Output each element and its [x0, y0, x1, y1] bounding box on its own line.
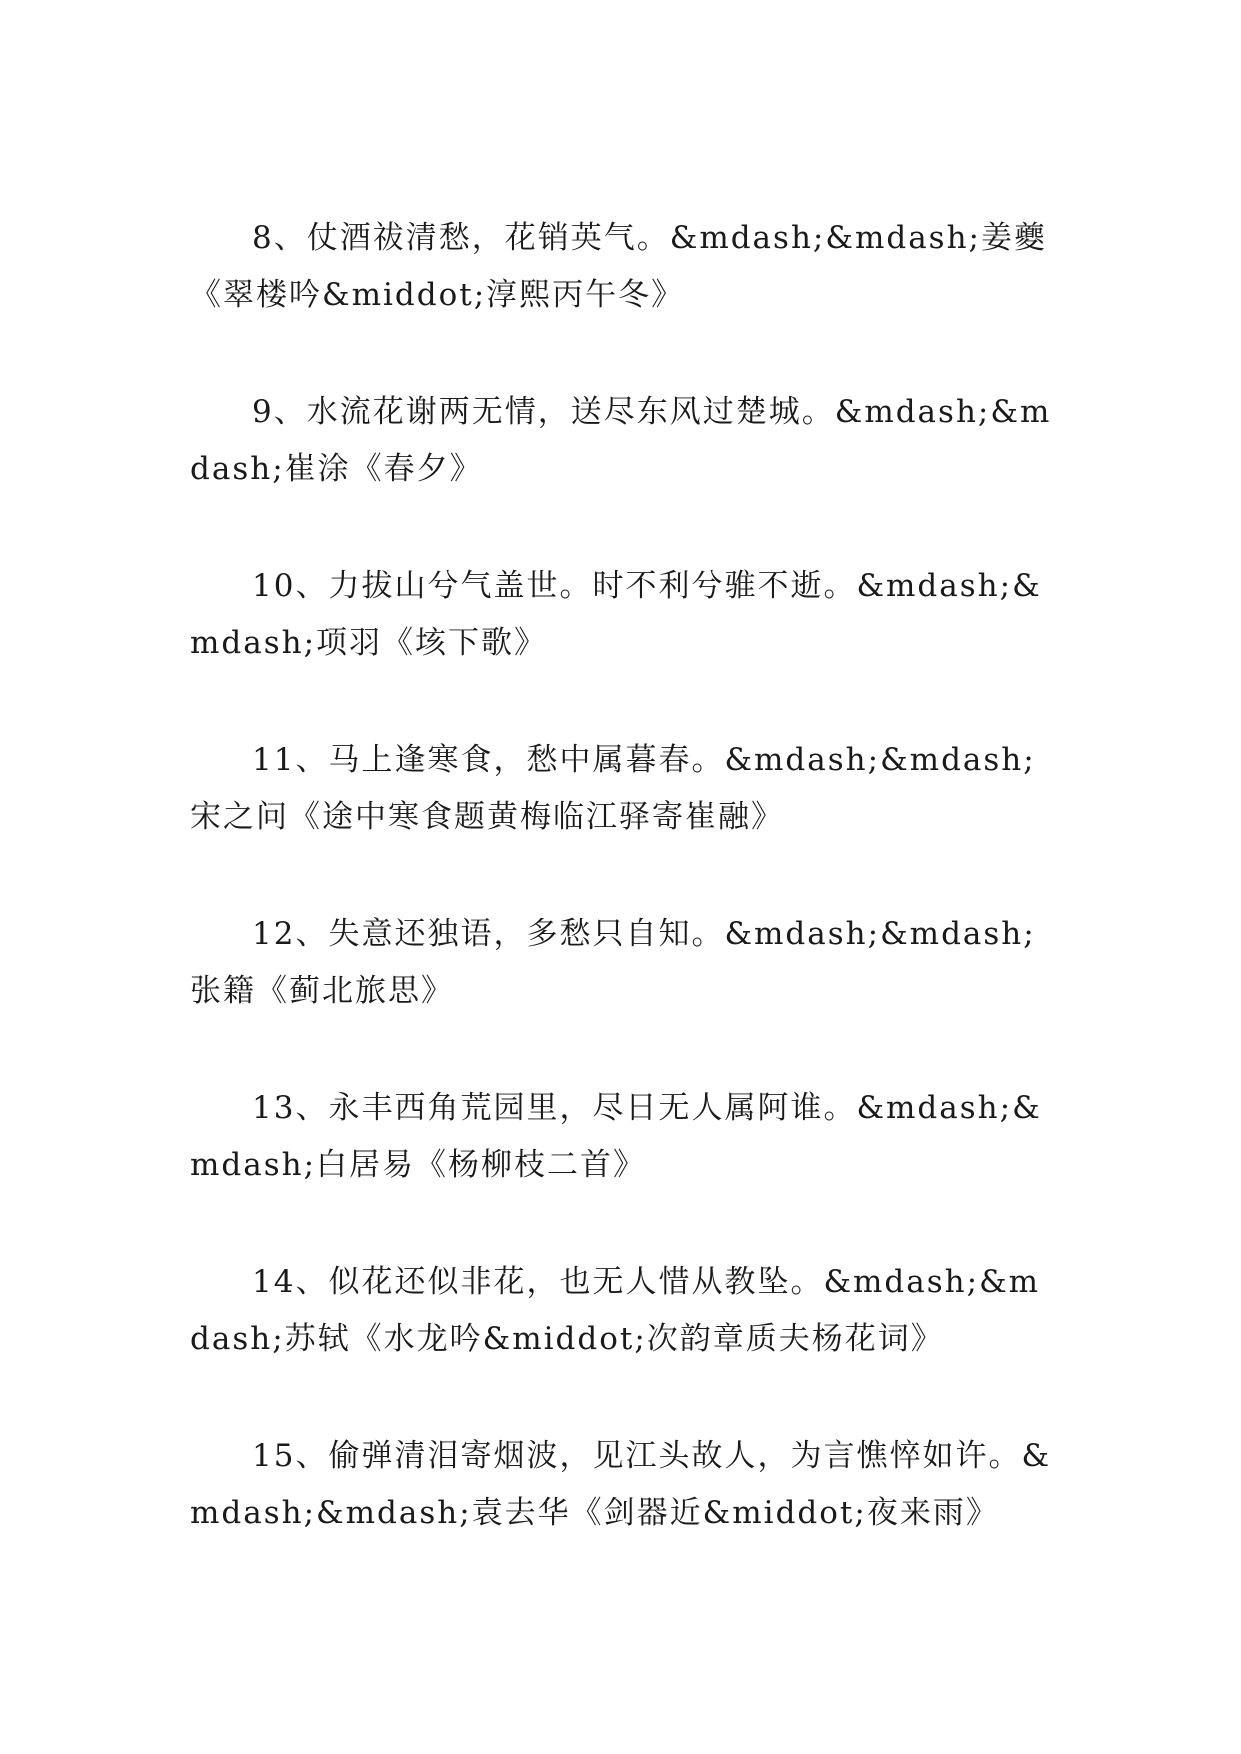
- poem-quote-entry: 11、马上逢寒食，愁中属暮春。&mdash;&mdash;宋之问《途中寒食题黄梅临江驿寄崔融》: [190, 742, 1036, 835]
- poem-quote-entry: 8、仗酒祓清愁，花销英气。&mdash;&mdash;姜夔《翠楼吟&middot;淳熙丙午冬》: [190, 220, 1047, 313]
- poem-quote-entry: 15、偷弹清泪寄烟波，见江头故人，为言憔悴如许。&mdash;&mdash;袁去华《剑器近&middot;夜来雨》: [190, 1438, 1052, 1531]
- poem-quote-entry: 9、水流花谢两无情，送尽东风过楚城。&mdash;&mdash;崔涂《春夕》: [190, 394, 1052, 487]
- poem-quote-entry: 10、力拔山兮气盖世。时不利兮骓不逝。&mdash;&mdash;项羽《垓下歌》: [190, 568, 1042, 661]
- document-body: [190, 210, 1060, 1602]
- poem-quote-entry: 12、失意还独语，多愁只自知。&mdash;&mdash;张籍《蓟北旅思》: [190, 916, 1036, 1009]
- poem-quote-entry: 13、永丰西角荒园里，尽日无人属阿谁。&mdash;&mdash;白居易《杨柳枝二首》: [190, 1090, 1042, 1183]
- poem-quote-entry: 14、似花还似非花，也无人惜从教坠。&mdash;&mdash;苏轼《水龙吟&middot;次韵章质夫杨花词》: [190, 1264, 1041, 1357]
